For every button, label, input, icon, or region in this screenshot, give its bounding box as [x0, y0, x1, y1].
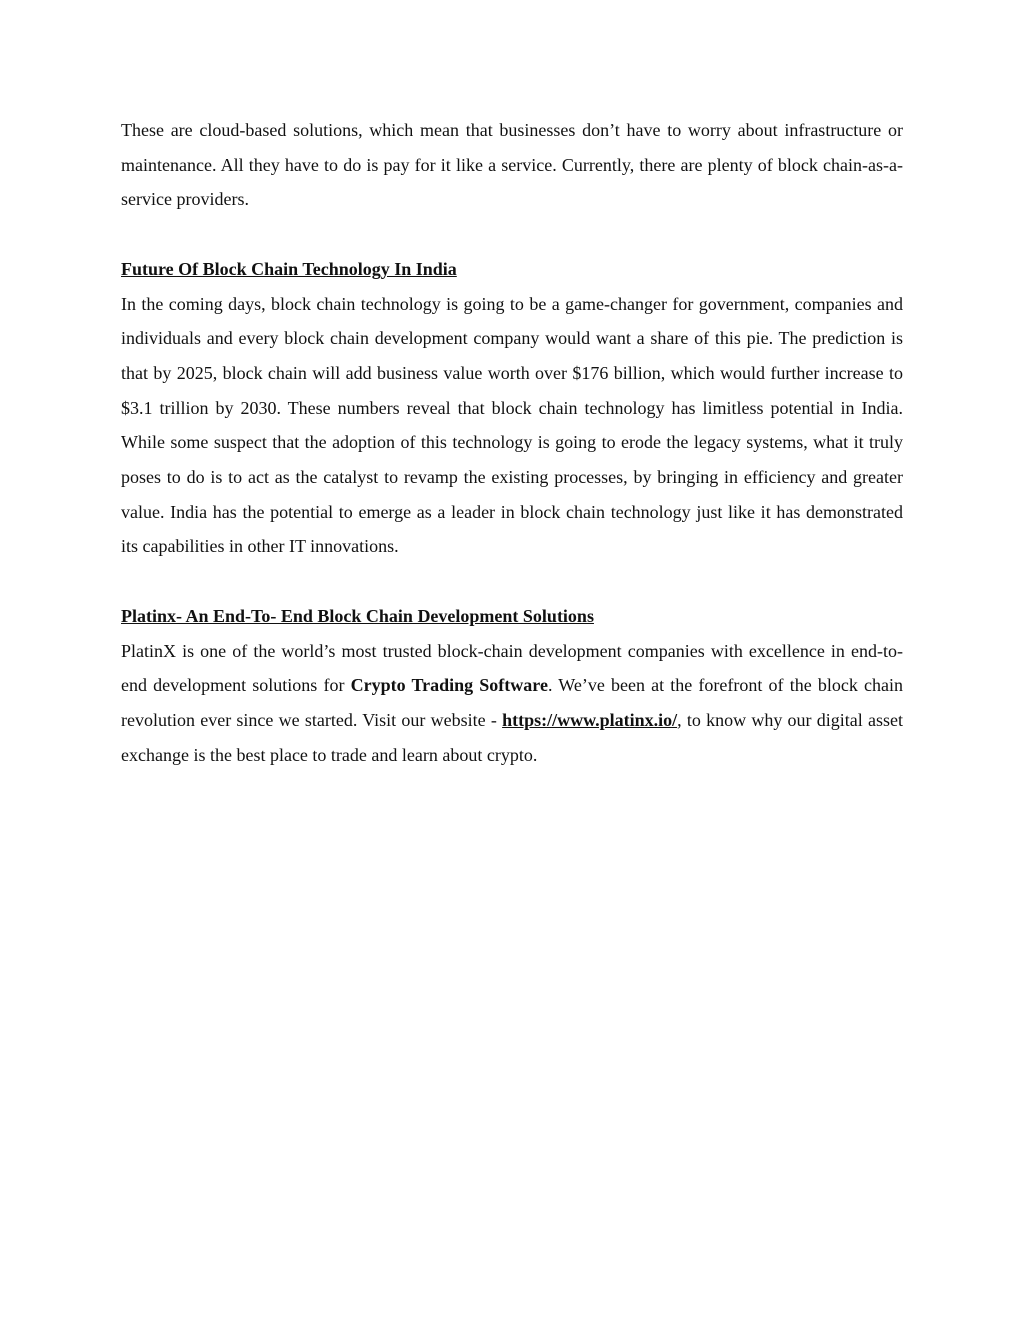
- paragraph-spacer: [121, 217, 903, 252]
- platinx-section-heading: Platinx- An End-To- End Block Chain Development Solutions: [121, 605, 594, 626]
- platinx-section-paragraph: [121, 634, 903, 773]
- platinx-website-link[interactable]: https://www.platinx.io/: [502, 709, 678, 730]
- document-page: [121, 113, 903, 772]
- future-section-heading: Future Of Block Chain Technology In India: [121, 258, 457, 279]
- platinx-text-after-link: , to know why our digital asset exchange is the best place to trade and learn about crypto.: [121, 709, 903, 765]
- crypto-trading-software-term: Crypto Trading Software: [350, 675, 548, 696]
- platinx-text-after-bold: . We’ve been at the forefront of the block chain revolution ever since we started. Visit our website -: [121, 675, 903, 730]
- paragraph-spacer: [121, 564, 903, 599]
- platinx-text-before-bold: PlatinX is one of the world’s most trusted block-chain development companies with excellence in end-to-end development solutions for: [121, 640, 903, 696]
- intro-paragraph: These are cloud-based solutions, which mean that businesses don’t have to worry about infrastructure or maintenance. All they have to do is pay for it like a service. Currently, there are plenty of block chain-as-a-service providers.: [121, 120, 903, 210]
- future-section-paragraph: In the coming days, block chain technology is going to be a game-changer for government, companies and individuals and every block chain development company would want a share of this pie. The prediction is that by 2025, block chain will add business value worth over $176 billion, which would further increase to $3.1 trillion by 2030. These numbers reveal that block chain technology has limitless potential in India. While some suspect that the adoption of this technology is going to erode the legacy systems, what it truly poses to do is to act as the catalyst to revamp the existing processes, by bringing in efficiency and greater value. India has the potential to emerge as a leader in block chain technology just like it has demonstrated its capabilities in other IT innovations.: [121, 293, 903, 557]
